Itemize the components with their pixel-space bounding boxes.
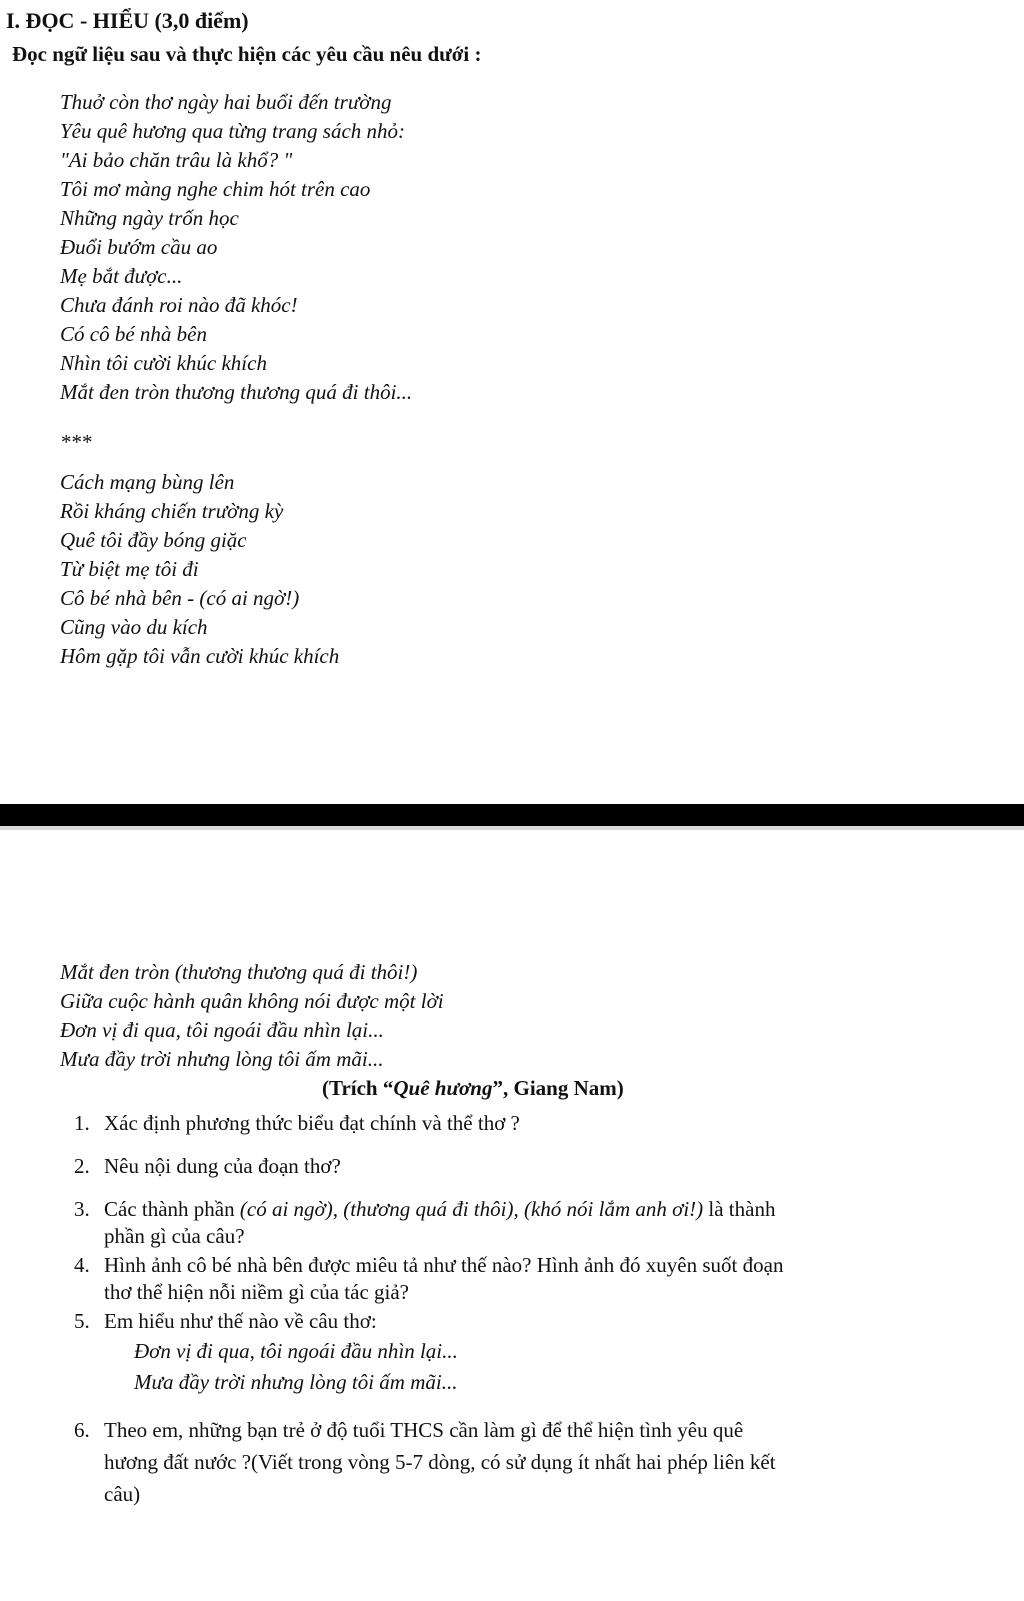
citation-title: Quê hương <box>393 1076 493 1100</box>
poem-line: Mưa đầy trời nhưng lòng tôi ấm mãi... <box>60 1047 384 1071</box>
poem-line: Đuổi bướm cầu ao <box>60 235 218 259</box>
instruction-text: Đọc ngữ liệu sau và thực hiện các yêu cầu nêu dưới : <box>12 42 482 66</box>
poem-line: Từ biệt mẹ tôi đi <box>60 557 199 581</box>
question-text: Em hiểu như thế nào về câu thơ: <box>104 1309 377 1333</box>
question-text: Theo em, những bạn trẻ ở độ tuổi THCS cần làm gì để thể hiện tình yêu quê <box>104 1418 744 1442</box>
page-divider-shadow <box>0 826 1024 830</box>
citation-suffix: ”, Giang Nam) <box>492 1076 624 1100</box>
poem-line: Mẹ bắt được... <box>60 264 183 288</box>
citation-prefix: (Trích “ <box>322 1076 394 1100</box>
poem-line: Đơn vị đi qua, tôi ngoái đầu nhìn lại... <box>60 1018 384 1042</box>
poem-line: Cách mạng bùng lên <box>60 470 235 494</box>
poem-line: Cô bé nhà bên - (có ai ngờ!) <box>60 586 300 610</box>
question-continuation: hương đất nước ?(Viết trong vòng 5-7 dòng, có sử dụng ít nhất hai phép liên kết <box>104 1450 776 1474</box>
question-text: Nêu nội dung của đoạn thơ? <box>104 1154 341 1178</box>
poem-line: Những ngày trốn học <box>60 206 239 230</box>
poem-line: Cũng vào du kích <box>60 615 208 639</box>
question-3 <box>74 1196 775 1250</box>
question-2 <box>74 1153 341 1180</box>
page-divider <box>0 804 1024 826</box>
poem-line: Giữa cuộc hành quân không nói được một lời <box>60 989 444 1013</box>
question-4 <box>74 1252 783 1306</box>
section-heading: I. ĐỌC - HIỂU (3,0 điểm) <box>6 8 249 33</box>
poem-line: Quê tôi đầy bóng giặc <box>60 528 247 552</box>
poem-line: Chưa đánh roi nào đã khóc! <box>60 293 298 317</box>
question-1 <box>74 1110 520 1137</box>
question-5 <box>74 1308 377 1335</box>
question-text: Các thành phần <box>104 1197 240 1221</box>
question-number: 5. <box>74 1309 90 1333</box>
poem-line: Nhìn tôi cười khúc khích <box>60 351 267 375</box>
question-continuation: câu) <box>104 1482 141 1506</box>
stanza-separator: *** <box>60 430 92 454</box>
poem-line: Rồi kháng chiến trường kỳ <box>60 499 284 523</box>
question-6 <box>74 1414 776 1510</box>
question-text: là thành <box>703 1197 776 1221</box>
poem-line: Có cô bé nhà bên <box>60 322 207 346</box>
poem-line: Thuở còn thơ ngày hai buổi đến trường <box>60 90 392 114</box>
poem-part1 <box>60 88 412 407</box>
poem-part2 <box>60 468 339 671</box>
quote-line: Đơn vị đi qua, tôi ngoái đầu nhìn lại... <box>134 1339 458 1363</box>
poem-citation <box>322 1076 624 1101</box>
question-number: 1. <box>74 1111 90 1135</box>
question-italic-text: (có ai ngờ), (thương quá đi thôi), (khó nói lắm anh ơi!) <box>239 1197 704 1221</box>
poem-line: Mắt đen tròn (thương thương quá đi thôi!) <box>60 960 418 984</box>
question-number: 4. <box>74 1253 90 1277</box>
poem-line: Tôi mơ màng nghe chim hót trên cao <box>60 177 371 201</box>
quote-line: Mưa đầy trời nhưng lòng tôi ấm mãi... <box>134 1370 458 1394</box>
poem-line: "Ai bảo chăn trâu là khổ? " <box>60 148 293 172</box>
poem-line: Yêu quê hương qua từng trang sách nhỏ: <box>60 119 406 143</box>
poem-line: Hôm gặp tôi vẫn cười khúc khích <box>60 644 340 668</box>
question-continuation: thơ thể hiện nỗi niềm gì của tác giả? <box>104 1280 410 1304</box>
poem-line: Mắt đen tròn thương thương quá đi thôi... <box>60 380 413 404</box>
question-number: 3. <box>74 1197 90 1221</box>
question-text: Xác định phương thức biểu đạt chính và thể thơ ? <box>104 1111 520 1135</box>
question-number: 2. <box>74 1154 90 1178</box>
question-5-quote <box>134 1336 458 1398</box>
question-continuation: phần gì của câu? <box>104 1224 245 1248</box>
question-text: Hình ảnh cô bé nhà bên được miêu tả như thế nào? Hình ảnh đó xuyên suốt đoạn <box>104 1253 784 1277</box>
poem-part3 <box>60 958 444 1074</box>
question-number: 6. <box>74 1418 90 1442</box>
